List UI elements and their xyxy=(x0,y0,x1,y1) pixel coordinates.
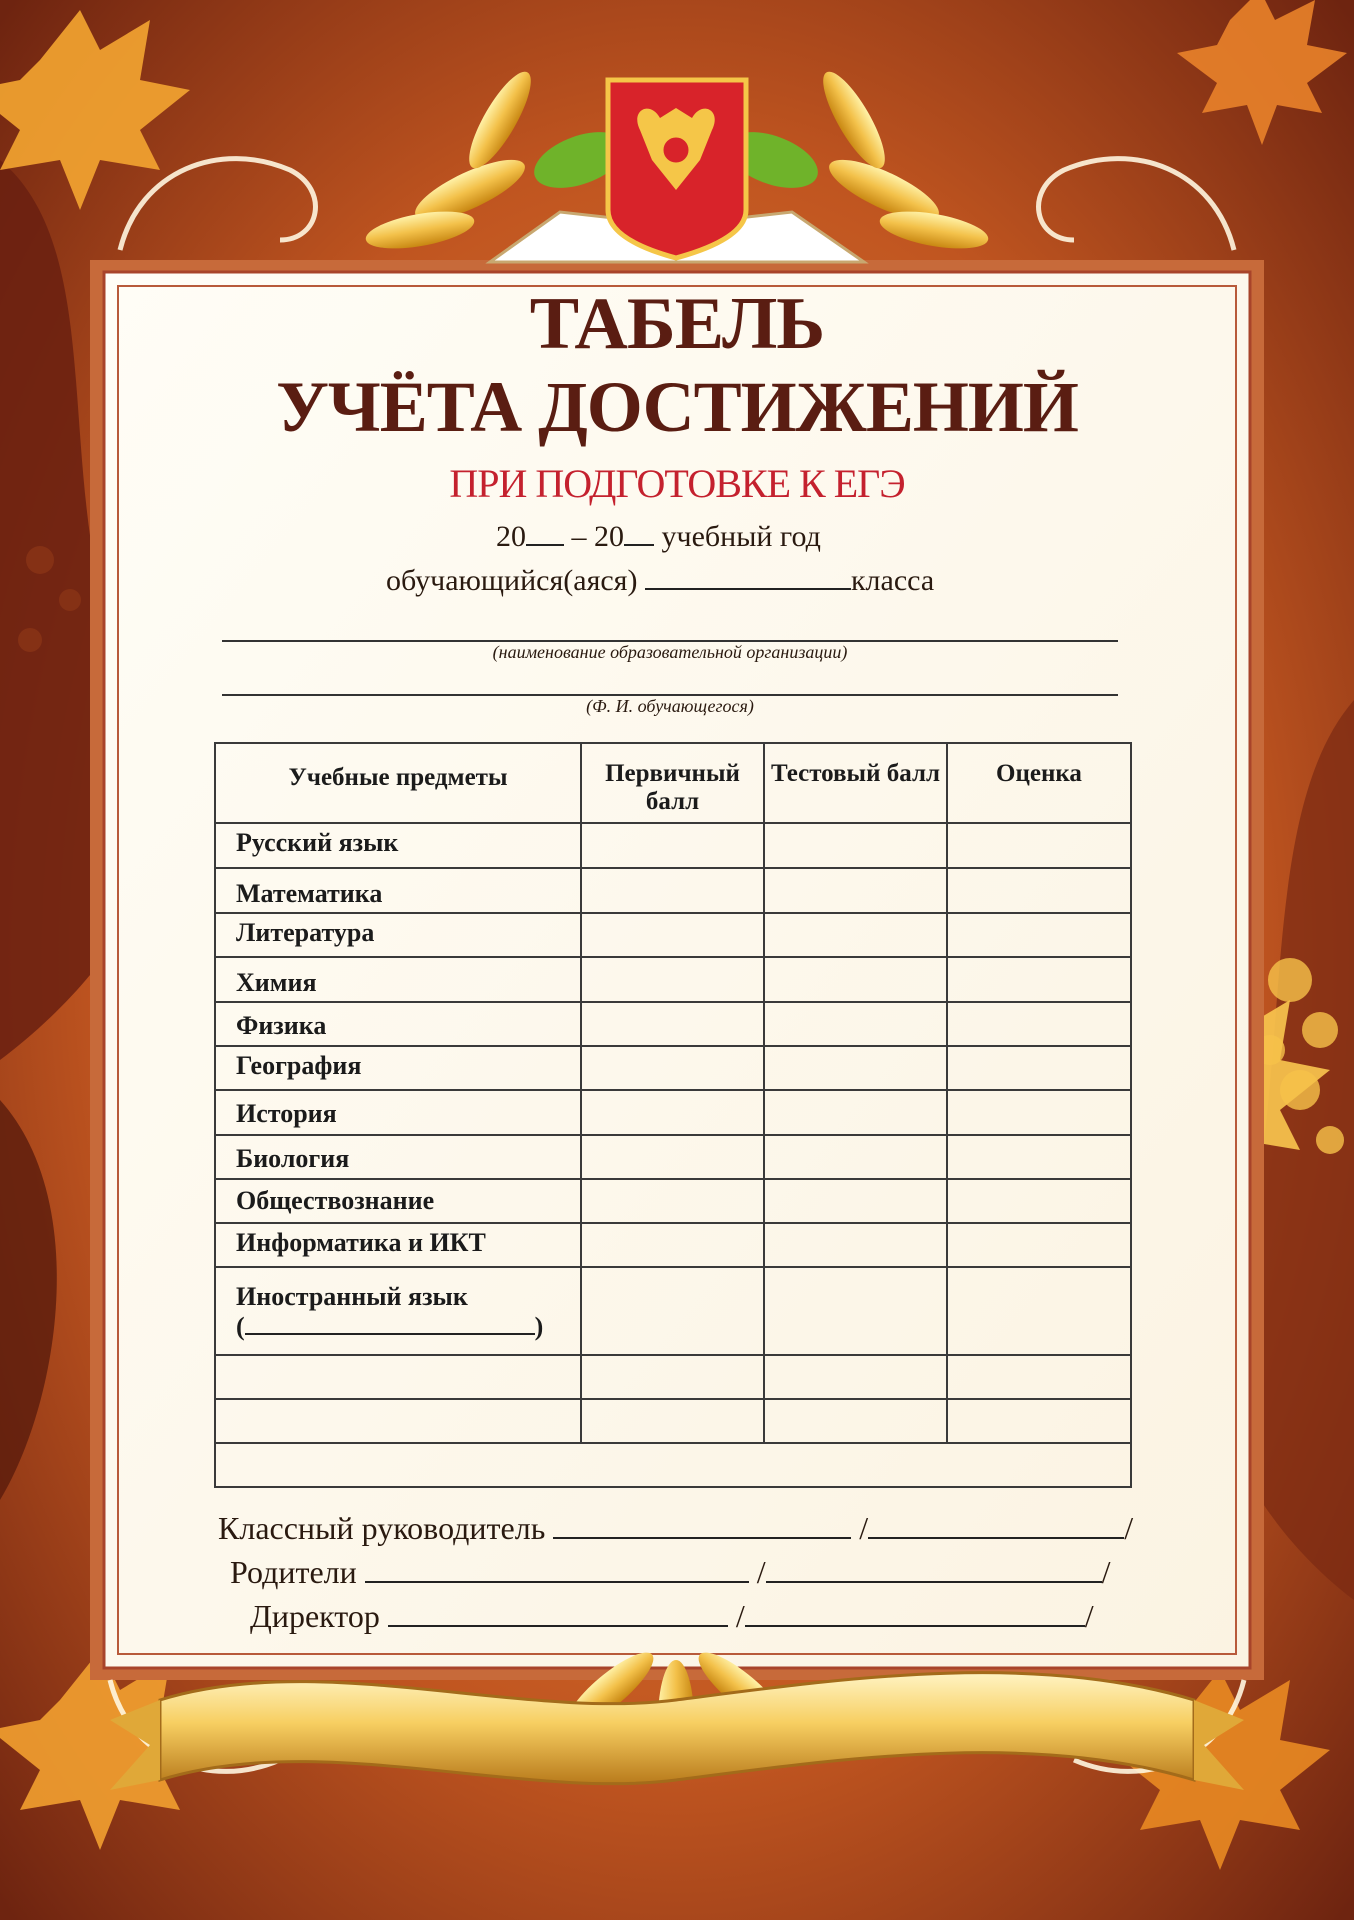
primary-score-cell[interactable] xyxy=(581,1046,764,1090)
grade-cell[interactable] xyxy=(947,1267,1131,1355)
class-teacher-signature-row xyxy=(218,1510,1133,1547)
test-score-cell[interactable] xyxy=(764,913,947,957)
empty-subject-cell[interactable] xyxy=(215,1399,581,1443)
test-score-cell[interactable] xyxy=(764,1179,947,1223)
student-class-line xyxy=(386,564,934,598)
table-row xyxy=(215,1002,1131,1046)
table-row xyxy=(215,823,1131,868)
grade-cell[interactable] xyxy=(947,1223,1131,1267)
slash: / xyxy=(1101,1554,1111,1590)
director-name-blank[interactable] xyxy=(745,1625,1085,1627)
test-score-cell[interactable] xyxy=(764,957,947,1002)
primary-score-cell[interactable] xyxy=(581,957,764,1002)
test-score-cell[interactable] xyxy=(764,1223,947,1267)
year-dash: – 20 xyxy=(571,520,624,553)
year-suffix: учебный год xyxy=(661,520,821,553)
table-header-row xyxy=(215,743,1131,823)
director-signature-blank[interactable] xyxy=(388,1625,728,1627)
table-row xyxy=(215,957,1131,1002)
grade-cell[interactable] xyxy=(947,1179,1131,1223)
table-row xyxy=(215,1046,1131,1090)
grade-cell[interactable] xyxy=(947,1399,1131,1443)
primary-score-cell[interactable] xyxy=(581,1399,764,1443)
header-primary-score: Первичный балл xyxy=(581,743,764,823)
grade-cell[interactable] xyxy=(947,1046,1131,1090)
subject-chemistry: Химия xyxy=(215,957,581,1002)
primary-score-cell[interactable] xyxy=(581,913,764,957)
subject-biology: Биология xyxy=(215,1135,581,1179)
table-row xyxy=(215,1355,1131,1399)
primary-score-cell[interactable] xyxy=(581,1267,764,1355)
student-label: обучающийся(аяся) xyxy=(386,564,638,597)
table-row xyxy=(215,1090,1131,1135)
table-row xyxy=(215,1223,1131,1267)
test-score-cell[interactable] xyxy=(764,868,947,913)
grade-cell[interactable] xyxy=(947,1002,1131,1046)
director-signature-row xyxy=(250,1598,1094,1635)
year-start-blank[interactable] xyxy=(526,544,564,546)
slash: / xyxy=(756,1554,766,1590)
table-row xyxy=(215,1179,1131,1223)
class-teacher-name-blank[interactable] xyxy=(868,1537,1124,1539)
header-subjects: Учебные предметы xyxy=(215,743,581,823)
test-score-cell[interactable] xyxy=(764,1090,947,1135)
primary-score-cell[interactable] xyxy=(581,1090,764,1135)
header-test-score: Тестовый балл xyxy=(764,743,947,823)
table-row xyxy=(215,1267,1131,1355)
year-prefix: 20 xyxy=(496,520,526,553)
slash: / xyxy=(1084,1598,1094,1634)
director-label: Директор xyxy=(250,1598,380,1634)
subject-informatics: Информатика и ИКТ xyxy=(215,1223,581,1267)
grade-cell[interactable] xyxy=(947,868,1131,913)
empty-subject-cell[interactable] xyxy=(215,1355,581,1399)
parents-label: Родители xyxy=(230,1554,357,1590)
test-score-cell[interactable] xyxy=(764,1399,947,1443)
title-line-1: ТАБЕЛЬ xyxy=(529,283,825,365)
parents-signature-row xyxy=(230,1554,1111,1591)
primary-score-cell[interactable] xyxy=(581,823,764,868)
class-label: класса xyxy=(850,564,935,597)
subject-literature: Литература xyxy=(215,913,581,957)
empty-wide-cell[interactable] xyxy=(215,1443,1131,1487)
subject-foreign-language-cell xyxy=(215,1267,581,1355)
student-name-caption: (Ф. И. обучающегося) xyxy=(586,696,754,716)
subject-physics: Физика xyxy=(215,1002,581,1046)
organization-caption: (наименование образовательной организации) xyxy=(492,642,848,662)
test-score-cell[interactable] xyxy=(764,823,947,868)
class-blank[interactable] xyxy=(645,588,851,590)
grade-cell[interactable] xyxy=(947,1355,1131,1399)
test-score-cell[interactable] xyxy=(764,1267,947,1355)
primary-score-cell[interactable] xyxy=(581,868,764,913)
table-row xyxy=(215,1135,1131,1179)
grade-cell[interactable] xyxy=(947,1090,1131,1135)
subject-russian: Русский язык xyxy=(215,823,581,868)
subject-math: Математика xyxy=(215,868,581,913)
primary-score-cell[interactable] xyxy=(581,1355,764,1399)
table-row xyxy=(215,1443,1131,1487)
grade-cell[interactable] xyxy=(947,957,1131,1002)
subject-foreign-language: Иностранный язык xyxy=(236,1282,468,1311)
title-line-2: УЧЁТА ДОСТИЖЕНИЙ xyxy=(276,367,1078,447)
slash: / xyxy=(1124,1510,1134,1546)
subject-geography: География xyxy=(215,1046,581,1090)
grade-cell[interactable] xyxy=(947,1135,1131,1179)
subject-history: История xyxy=(215,1090,581,1135)
year-end-blank[interactable] xyxy=(624,544,654,546)
test-score-cell[interactable] xyxy=(764,1355,947,1399)
grade-cell[interactable] xyxy=(947,823,1131,868)
class-teacher-label: Классный руководитель xyxy=(218,1510,546,1546)
table-row xyxy=(215,868,1131,913)
parents-name-blank[interactable] xyxy=(766,1581,1102,1583)
slash: / xyxy=(735,1598,745,1634)
primary-score-cell[interactable] xyxy=(581,1002,764,1046)
parents-signature-blank[interactable] xyxy=(365,1581,749,1583)
primary-score-cell[interactable] xyxy=(581,1179,764,1223)
subject-social-studies: Обществознание xyxy=(215,1179,581,1223)
school-year-line xyxy=(496,520,821,554)
subjects-table xyxy=(214,742,1132,1488)
table-row xyxy=(215,1399,1131,1443)
foreign-close-paren: ) xyxy=(534,1312,544,1341)
header-grade: Оценка xyxy=(947,743,1131,823)
foreign-open-paren: ( xyxy=(236,1312,245,1341)
class-teacher-signature-blank[interactable] xyxy=(553,1537,851,1539)
test-score-cell[interactable] xyxy=(764,1135,947,1179)
primary-score-cell[interactable] xyxy=(581,1223,764,1267)
primary-score-cell[interactable] xyxy=(581,1135,764,1179)
grade-cell[interactable] xyxy=(947,913,1131,957)
slash: / xyxy=(859,1510,869,1546)
table-row xyxy=(215,913,1131,957)
test-score-cell[interactable] xyxy=(764,1046,947,1090)
subtitle: ПРИ ПОДГОТОВКЕ К ЕГЭ xyxy=(449,461,905,506)
test-score-cell[interactable] xyxy=(764,1002,947,1046)
foreign-language-blank[interactable] xyxy=(236,1312,580,1342)
